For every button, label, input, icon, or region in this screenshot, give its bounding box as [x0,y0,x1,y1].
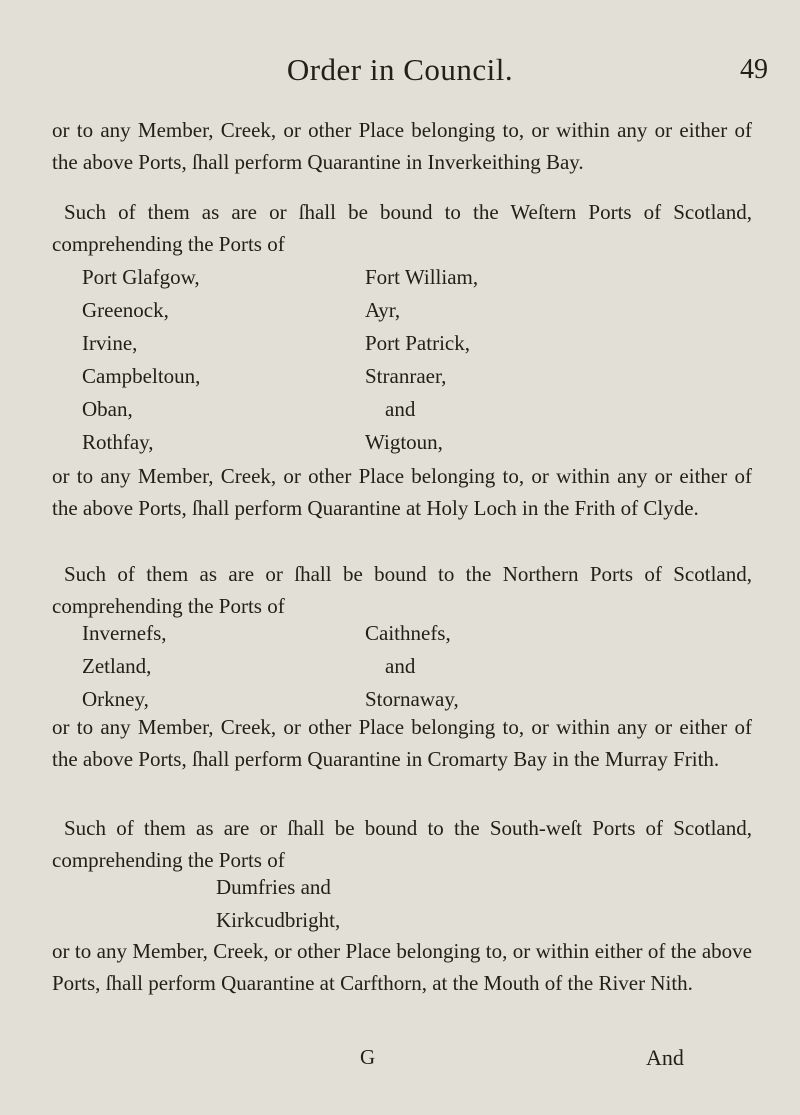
list-item: Dumfries and [216,875,331,899]
port-name: Wigtoun, [365,430,443,454]
running-header [0,52,800,102]
paragraph-text: or to any Member, Creek, or other Place belonging to, or within any or either of the above Ports, ſhall perform Quarantine in Inverkeithing Bay. [52,118,752,174]
port-name: Invernefs, [82,621,167,645]
page-title: Order in Council. [286,52,514,87]
port-name: Orkney, [82,687,149,711]
list-item [82,327,602,360]
list-item [82,294,602,327]
southwest-ports-list [216,871,340,937]
list-item [82,393,602,426]
port-name: Port Glafgow, [82,265,200,289]
paragraph-southwest-intro [52,812,752,876]
port-name: Rothfay, [82,430,154,454]
list-item [82,261,602,294]
port-name: Zetland, [82,654,152,678]
port-name: Oban, [82,397,133,421]
port-name: Irvine, [82,331,138,355]
port-name: Ayr, [365,298,401,322]
signature-mark: G [360,1045,376,1069]
port-name: Fort William, [365,265,479,289]
port-name: Caithnefs, [365,621,451,645]
paragraph-western-intro [52,196,752,260]
page-number: 49 [740,54,768,85]
port-name: Campbeltoun, [82,364,201,388]
list-item [82,360,602,393]
paragraph-inverkeithing [52,114,752,178]
paragraph-text: Such of them as are or ſhall be bound to the Northern Ports of Scotland, comprehending the Ports of [52,562,752,618]
list-item [82,617,602,650]
port-name: Greenock, [82,298,169,322]
paragraph-northern-intro [52,558,752,622]
port-name: and [385,654,416,678]
paragraph-carfthorn [52,935,752,999]
port-name: Port Patrick, [365,331,470,355]
port-name: Stranraer, [365,364,447,388]
paragraph-cromarty [52,711,752,775]
catchword: And [646,1045,684,1070]
port-name: and [385,397,416,421]
paragraph-text: Such of them as are or ſhall be bound to the Weſtern Ports of Scotland, comprehending the Ports of [52,200,752,256]
western-ports-list [82,261,602,459]
paragraph-holy-loch [52,460,752,524]
port-name: Stornaway, [365,687,459,711]
list-item: Kirkcudbright, [216,908,341,932]
paragraph-text: or to any Member, Creek, or other Place belonging to, or within either of the above Ports, ſhall perform Quarantine at Carfthorn, at the Mouth of the River Nith. [52,939,752,995]
northern-ports-list [82,617,602,716]
paragraph-text: or to any Member, Creek, or other Place belonging to, or within any or either of the above Ports, ſhall perform Quarantine in Cromarty Bay in the Murray Frith. [52,715,752,771]
paragraph-text: Such of them as are or ſhall be bound to the South-weſt Ports of Scotland, comprehending the Ports of [52,816,752,872]
list-item [82,426,602,459]
paragraph-text: or to any Member, Creek, or other Place belonging to, or within any or either of the above Ports, ſhall perform Quarantine at Holy Loch in the Frith of Clyde. [52,464,752,520]
list-item [82,650,602,683]
